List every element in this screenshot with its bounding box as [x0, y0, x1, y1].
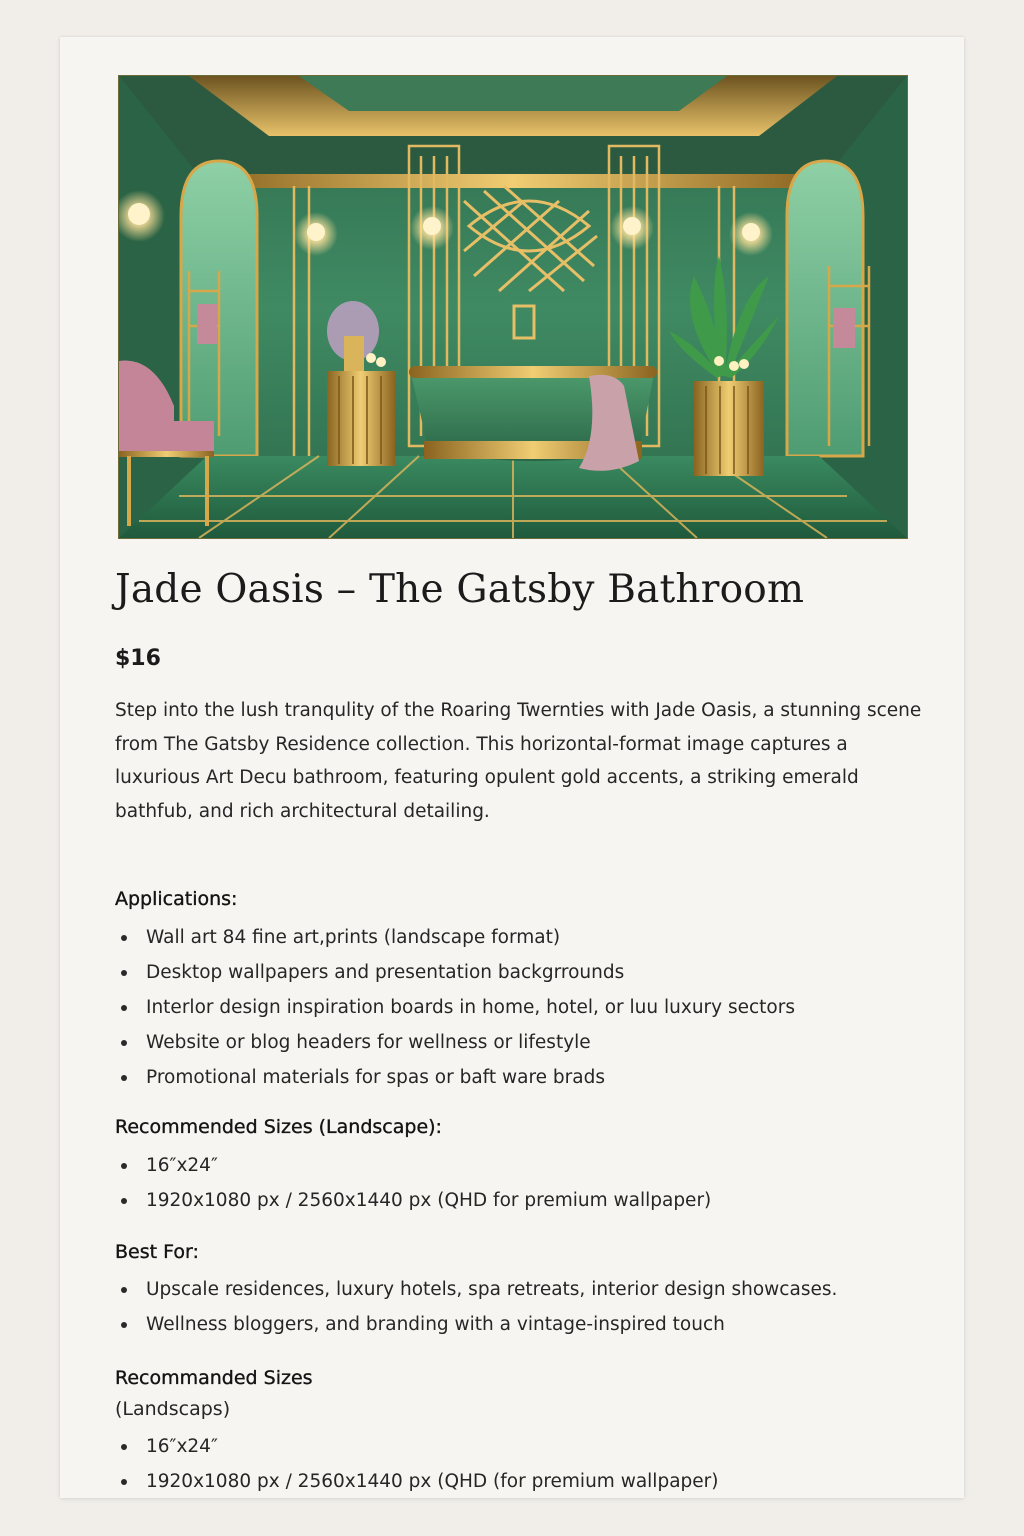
- product-image[interactable]: [118, 75, 908, 539]
- recommended-sizes-2-list: [115, 1429, 718, 1499]
- list-item: Interlor design inspiration boards in home, hotel, or luu luxury sectors: [115, 990, 795, 1025]
- product-price: $16: [115, 646, 161, 671]
- bullet-icon: [121, 1444, 127, 1450]
- applications-list: [115, 920, 795, 1095]
- bullet-icon: [121, 1163, 127, 1169]
- recommended-sizes-list: [115, 1148, 711, 1218]
- bullet-icon: [121, 1040, 127, 1046]
- best-for-list: [115, 1272, 837, 1342]
- list-item: 1920x1080 px / 2560x1440 px (QHD for premium wallpaper): [115, 1183, 711, 1218]
- bullet-icon: [121, 1075, 127, 1081]
- list-item: 1920x1080 px / 2560x1440 px (QHD (for premium wallpaper): [115, 1464, 718, 1499]
- product-description: Step into the lush tranqulity of the Roaring Twernties with Jade Oasis, a stunning scene from The Gatsby Residence collection. This horizontal-format image captures a luxurious Art Decu bathroom, featuring opulent gold accents, a striking emerald bathfub, and rich architectural detailing.: [115, 700, 922, 822]
- bullet-icon: [121, 935, 127, 941]
- list-item: Desktop wallpapers and presentation backgrrounds: [115, 955, 795, 990]
- list-item: Upscale residences, luxury hotels, spa retreats, interior design showcases.: [115, 1272, 837, 1307]
- bathroom-illustration: [119, 76, 907, 538]
- list-item: Website or blog headers for wellness or lifestyle: [115, 1025, 795, 1060]
- recommended-sizes-2-heading: Recommanded Sizes: [115, 1367, 313, 1389]
- list-item: 16″x24″: [115, 1148, 711, 1183]
- bullet-icon: [121, 1479, 127, 1485]
- recommended-sizes-2-subheading: (Landscaps): [115, 1398, 231, 1420]
- product-card: [60, 37, 964, 1498]
- bullet-icon: [121, 1005, 127, 1011]
- bullet-icon: [121, 1287, 127, 1293]
- bullet-icon: [121, 970, 127, 976]
- list-item: 16″x24″: [115, 1429, 718, 1464]
- product-title: Jade Oasis – The Gatsby Bathroom: [115, 567, 805, 612]
- bullet-icon: [121, 1198, 127, 1204]
- list-item: Wall art 84 fine art,prints (landscape format): [115, 920, 795, 955]
- bullet-icon: [121, 1322, 127, 1328]
- best-for-heading: Best For:: [115, 1241, 199, 1263]
- list-item: Wellness bloggers, and branding with a vintage-inspired touch: [115, 1307, 837, 1342]
- applications-heading: Applications:: [115, 888, 238, 910]
- list-item: Promotional materials for spas or baft ware brads: [115, 1060, 795, 1095]
- recommended-sizes-heading: Recommended Sizes (Landscape):: [115, 1116, 442, 1138]
